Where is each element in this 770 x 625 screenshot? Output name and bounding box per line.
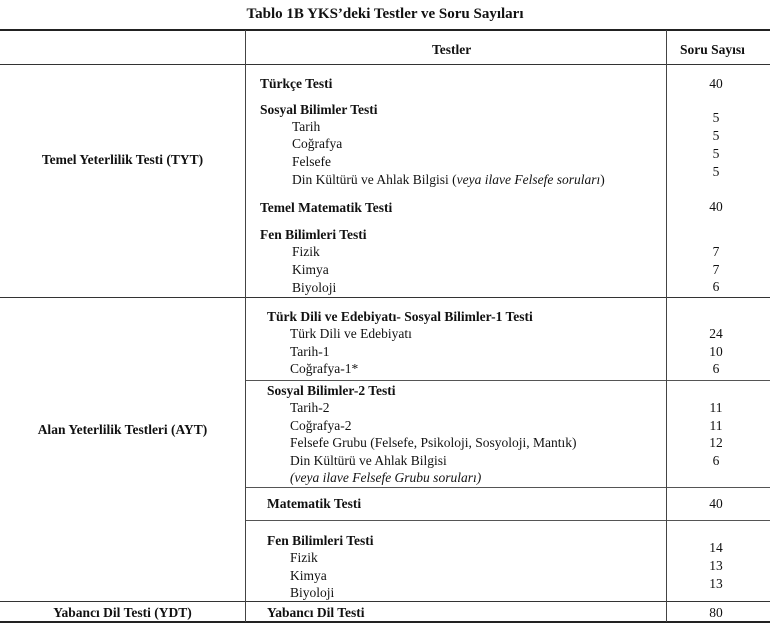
ayt-sosyal2-name: Sosyal Bilimler-2 Testi	[267, 383, 396, 398]
header-count: Soru Sayısı	[680, 42, 745, 57]
ayt-divider-1	[245, 380, 770, 381]
ayt-sosyal2-note: (veya ilave Felsefe Grubu soruları)	[290, 470, 482, 485]
tyt-sosyal-item: Tarih	[292, 119, 321, 134]
tyt-label: Temel Yeterlilik Testi (TYT)	[41, 152, 204, 167]
tyt-fen-count: 7	[712, 244, 720, 259]
ayt-divider-3	[245, 520, 770, 521]
ydt-name: Yabancı Dil Testi	[267, 605, 365, 620]
ayt-sosyal2-item: Tarih-2	[290, 400, 330, 415]
ayt-fen-count: 13	[709, 576, 723, 591]
column-divider-right	[666, 30, 667, 622]
tyt-turkce-count: 40	[709, 76, 723, 91]
tyt-sosyal-item: Felsefe	[292, 154, 331, 169]
tyt-fen-count: 7	[712, 262, 720, 277]
ayt-tde-item: Türk Dili ve Edebiyatı	[290, 326, 412, 341]
tyt-sosyal-item: Coğrafya	[292, 136, 343, 151]
tyt-fen-item: Kimya	[292, 262, 329, 277]
tyt-fen-name: Fen Bilimleri Testi	[260, 227, 367, 242]
ayt-bottom-border	[0, 601, 770, 602]
ayt-divider-2	[245, 487, 770, 488]
ayt-fen-item: Kimya	[290, 568, 327, 583]
ayt-tde-item: Tarih-1	[290, 344, 330, 359]
din-kulturu-close-paren: )	[600, 172, 605, 187]
header-bottom-border	[0, 64, 770, 65]
ayt-sosyal2-item: Din Kültürü ve Ahlak Bilgisi	[290, 453, 447, 468]
ayt-fen-count: 14	[709, 540, 723, 555]
ayt-sosyal2-count: 12	[709, 435, 723, 450]
column-divider-left	[245, 30, 246, 622]
tyt-fen-item: Fizik	[292, 244, 320, 259]
tyt-din-kulturu-item	[292, 172, 605, 188]
ayt-matematik-name: Matematik Testi	[267, 496, 362, 511]
tyt-matematik-name: Temel Matematik Testi	[260, 200, 393, 215]
ayt-fen-name: Fen Bilimleri Testi	[267, 533, 374, 548]
table-top-border	[0, 29, 770, 31]
tyt-sosyal-count: 5	[712, 128, 720, 143]
tyt-sosyal-name: Sosyal Bilimler Testi	[260, 102, 378, 117]
ayt-fen-count: 13	[709, 558, 723, 573]
tyt-sosyal-count: 5	[712, 110, 720, 125]
table-bottom-border	[0, 621, 770, 623]
ayt-sosyal2-item: Coğrafya-2	[290, 418, 352, 433]
din-kulturu-italic-note: veya ilave Felsefe soruları	[456, 172, 601, 187]
ayt-sosyal2-item: Felsefe Grubu (Felsefe, Psikoloji, Sosyoloji, Mantık)	[290, 435, 577, 450]
ydt-label: Yabancı Dil Testi (YDT)	[53, 605, 192, 620]
ayt-tde-count: 6	[712, 361, 720, 376]
tyt-fen-item: Biyoloji	[292, 280, 337, 295]
ayt-fen-item: Biyoloji	[290, 585, 335, 600]
ayt-fen-item: Fizik	[290, 550, 318, 565]
table-title: Tablo 1B YKS’deki Testler ve Soru Sayıları	[246, 6, 524, 22]
tyt-sosyal-count: 5	[712, 146, 720, 161]
tyt-bottom-border	[0, 297, 770, 298]
tyt-turkce-name: Türkçe Testi	[260, 76, 333, 91]
ayt-label: Alan Yeterlilik Testleri (AYT)	[37, 422, 208, 437]
ayt-matematik-count: 40	[709, 496, 723, 511]
ydt-count: 80	[709, 605, 723, 620]
din-kulturu-text: Din Kültürü ve Ahlak Bilgisi (	[292, 172, 457, 187]
ayt-tde-name: Türk Dili ve Edebiyatı- Sosyal Bilimler-1 Testi	[267, 309, 533, 324]
tyt-sosyal-count: 5	[712, 164, 720, 179]
ayt-sosyal2-count: 6	[712, 453, 720, 468]
tyt-matematik-count: 40	[709, 199, 723, 214]
tyt-fen-count: 6	[712, 279, 720, 294]
ayt-sosyal2-count: 11	[709, 418, 723, 433]
header-tests: Testler	[432, 42, 472, 57]
ayt-sosyal2-count: 11	[709, 400, 723, 415]
ayt-tde-count: 10	[709, 344, 723, 359]
ayt-tde-item: Coğrafya-1*	[290, 361, 359, 376]
ayt-tde-count: 24	[709, 326, 723, 341]
